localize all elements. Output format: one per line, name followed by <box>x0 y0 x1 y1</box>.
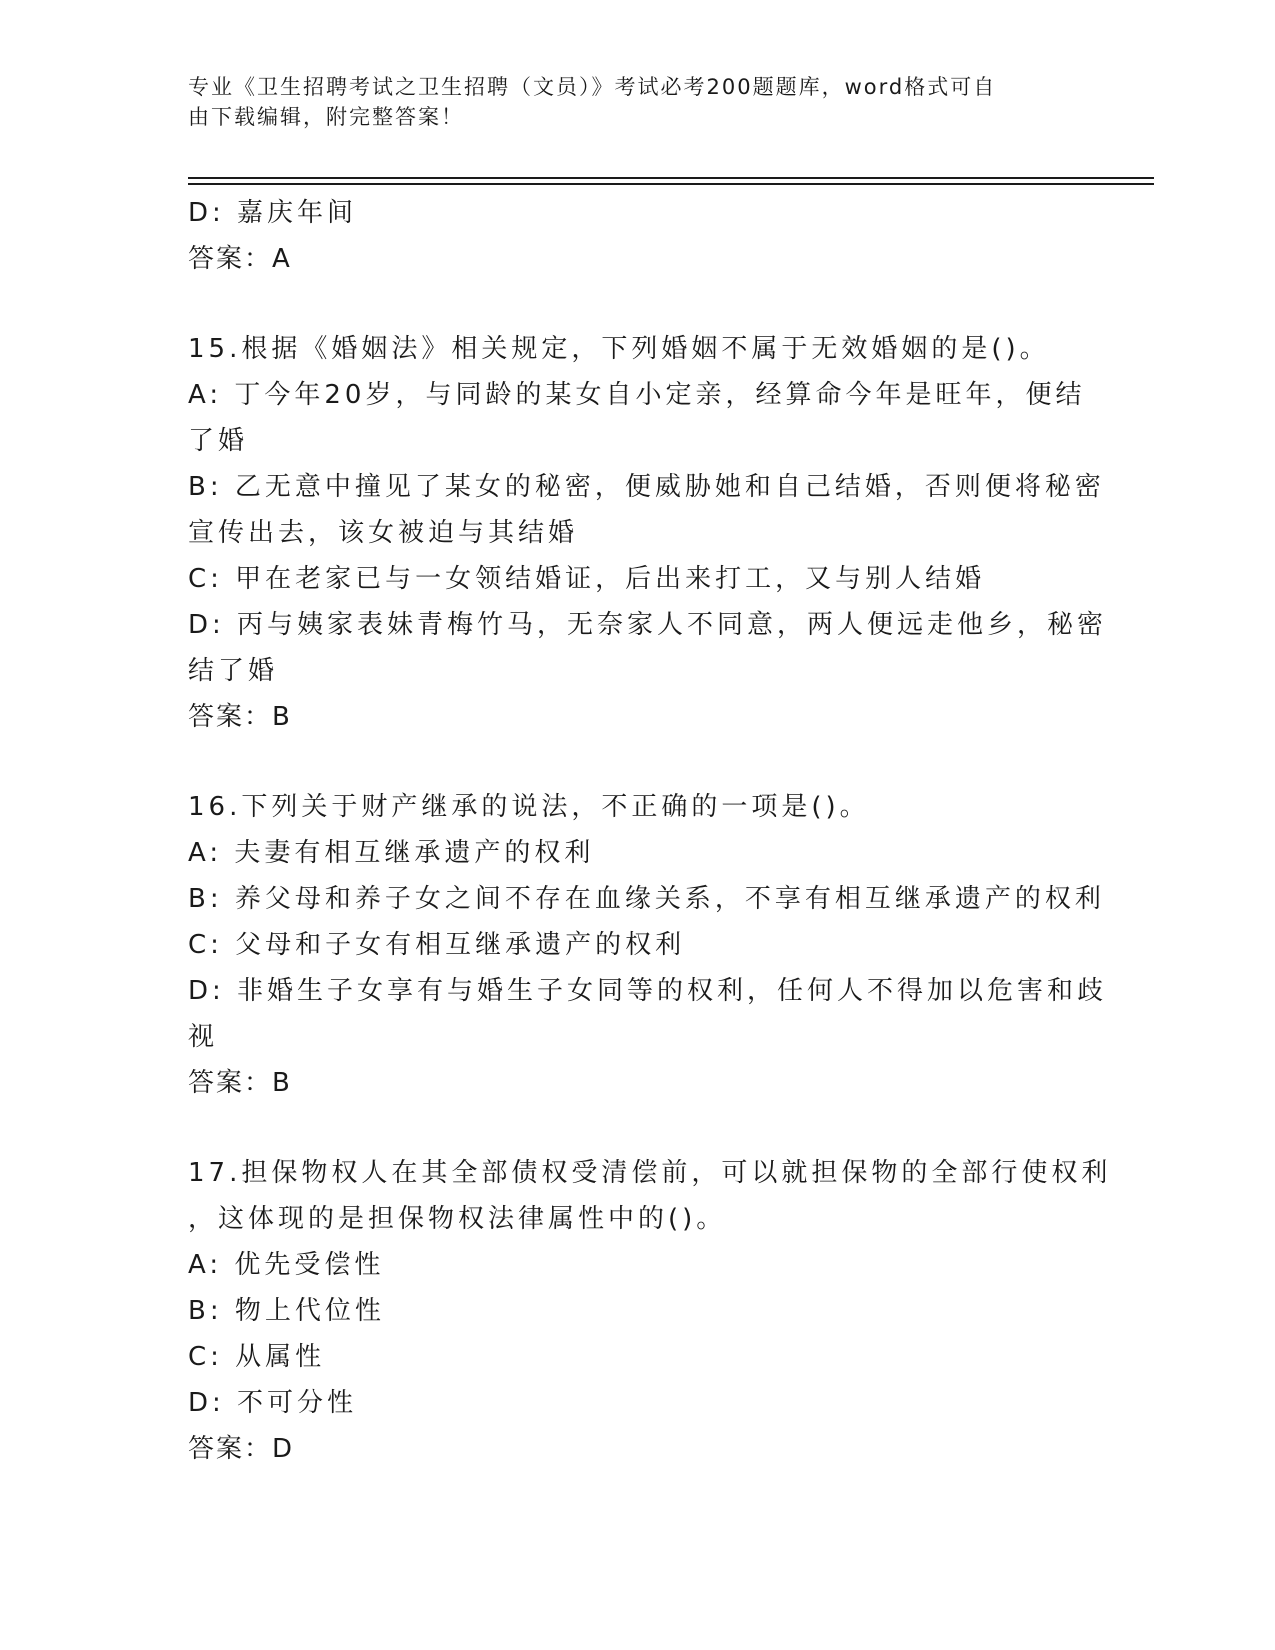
option-d-continued: 结了婚 <box>188 656 279 686</box>
spacer <box>188 282 1068 326</box>
question-stem: 15.根据《婚姻法》相关规定，下列婚姻不属于无效婚姻的是()。 <box>188 334 1050 364</box>
question-stem: 17.担保物权人在其全部债权受清偿前，可以就担保物的全部行使权利 <box>188 1158 1112 1188</box>
option-b: B: 乙无意中撞见了某女的秘密，便威胁她和自己结婚，否则便将秘密 <box>188 472 1105 502</box>
answer-line: 答案：B <box>188 702 292 732</box>
option-b: B: 物上代位性 <box>188 1296 385 1326</box>
question-stem-continued: ，这体现的是担保物权法律属性中的()。 <box>188 1204 727 1234</box>
answer-line: 答案：A <box>188 244 292 274</box>
option-d: D: 嘉庆年间 <box>188 198 358 228</box>
option-c: C: 甲在老家已与一女领结婚证，后出来打工，又与别人结婚 <box>188 564 986 594</box>
previous-question-tail <box>188 190 1068 282</box>
header-line-1: 专业《卫生招聘考试之卫生招聘（文员）》考试必考200题题库，word格式可自 <box>188 75 997 99</box>
question-16 <box>188 784 1108 1106</box>
answer-line: 答案：D <box>188 1434 295 1464</box>
header-divider-top <box>188 177 1154 179</box>
option-b: B: 养父母和养子女之间不存在血缘关系，不享有相互继承遗产的权利 <box>188 884 1105 914</box>
option-d: D: 丙与姨家表妹青梅竹马，无奈家人不同意，两人便远走他乡，秘密 <box>188 610 1108 640</box>
spacer <box>188 1106 1068 1150</box>
option-c: C: 父母和子女有相互继承遗产的权利 <box>188 930 686 960</box>
header-divider-bottom <box>188 183 1154 185</box>
header-line-2: 由下载编辑，附完整答案！ <box>188 105 464 129</box>
option-a: A: 丁今年20岁，与同龄的某女自小定亲，经算命今年是旺年，便结 <box>188 380 1086 410</box>
option-a-continued: 了婚 <box>188 426 249 456</box>
option-a: A: 夫妻有相互继承遗产的权利 <box>188 838 595 868</box>
question-stem: 16.下列关于财产继承的说法，不正确的一项是()。 <box>188 792 870 822</box>
question-17 <box>188 1150 1112 1472</box>
option-d: D: 非婚生子女享有与婚生子女同等的权利，任何人不得加以危害和歧 <box>188 976 1108 1006</box>
document-header <box>188 72 1068 132</box>
answer-line: 答案：B <box>188 1068 292 1098</box>
option-a: A: 优先受偿性 <box>188 1250 385 1280</box>
question-15 <box>188 326 1108 740</box>
question-content <box>188 190 1112 1472</box>
option-c: C: 从属性 <box>188 1342 326 1372</box>
option-d-continued: 视 <box>188 1022 219 1052</box>
spacer <box>188 740 1068 784</box>
option-d: D: 不可分性 <box>188 1388 358 1418</box>
option-b-continued: 宣传出去，该女被迫与其结婚 <box>188 518 579 548</box>
